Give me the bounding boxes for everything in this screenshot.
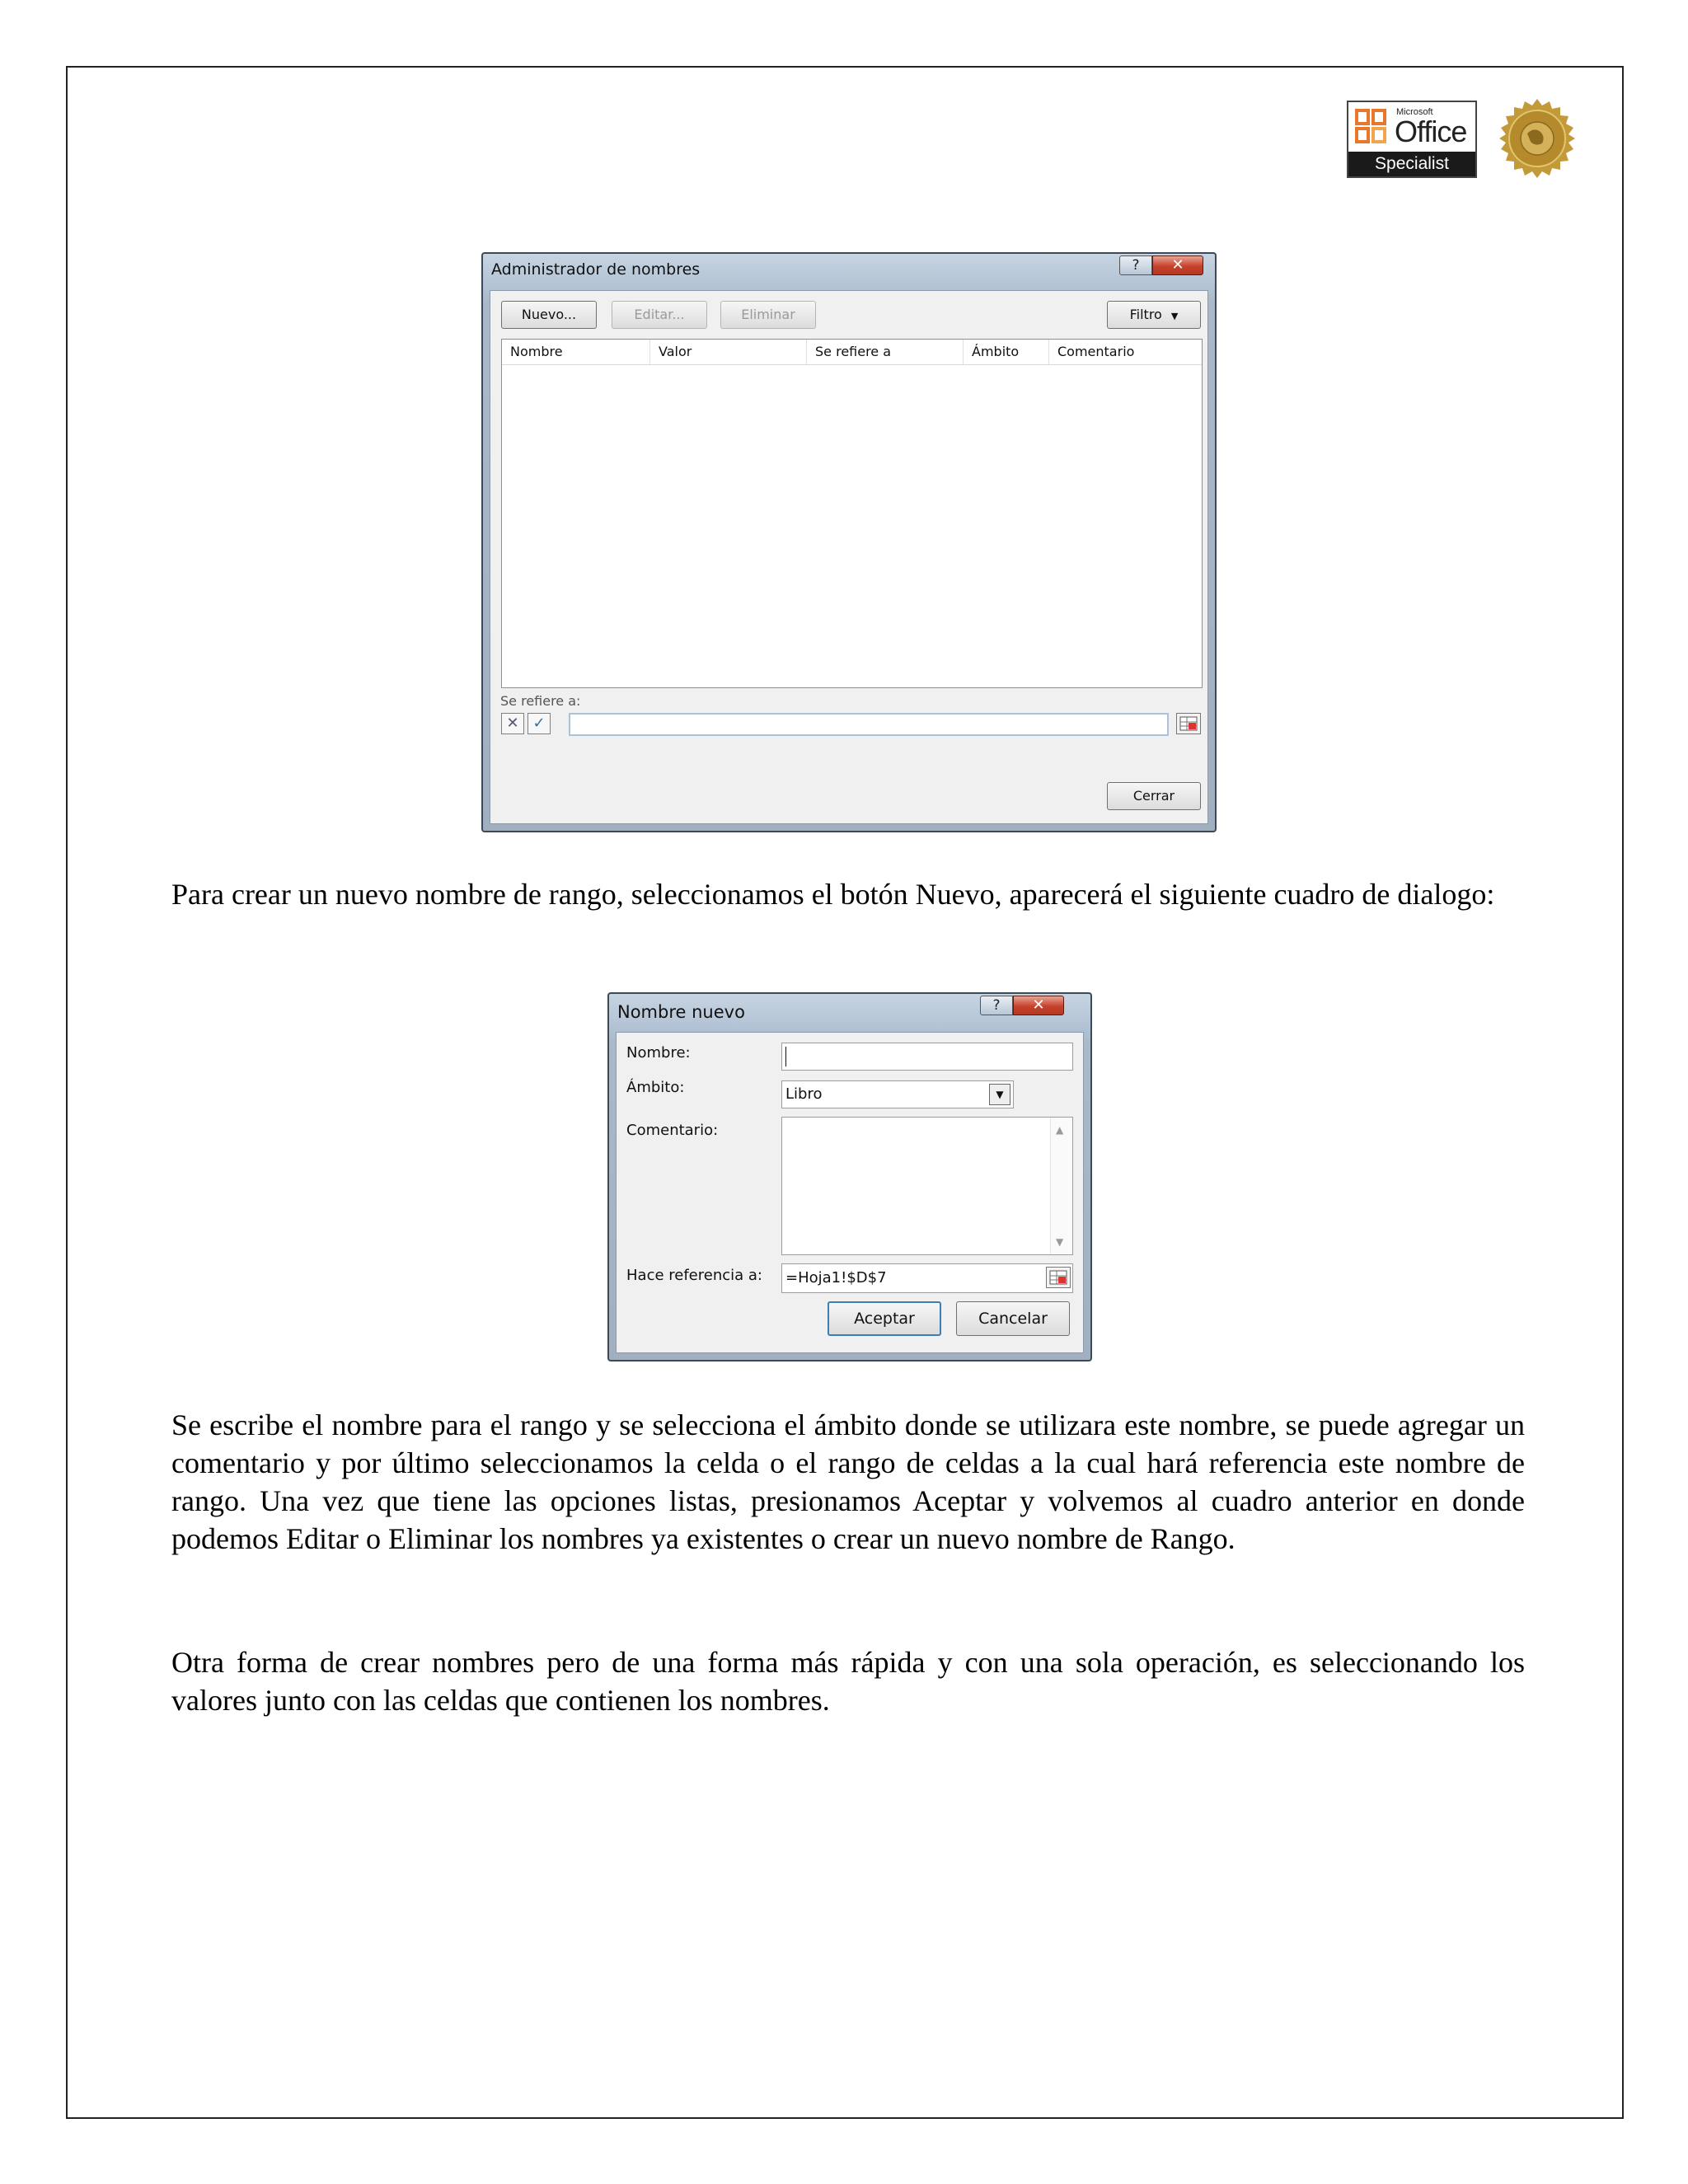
scope-label: Ámbito: <box>626 1079 685 1096</box>
help-button[interactable]: ? <box>1119 255 1152 275</box>
paragraph-intro: Para crear un nuevo nombre de rango, seleccionamos el botón Nuevo, aparecerá el siguiente cuadro de dialogo: <box>171 878 1495 911</box>
logo-microsoft-text: Microsoft <box>1396 107 1433 117</box>
new-button[interactable]: Nuevo... <box>501 301 597 329</box>
refers-to-value: =Hoja1!$D$7 <box>785 1269 887 1286</box>
name-manager-dialog <box>481 252 1217 832</box>
refers-to-label: Hace referencia a: <box>626 1267 762 1284</box>
close-button[interactable]: Cerrar <box>1107 782 1201 810</box>
name-input[interactable] <box>781 1043 1073 1071</box>
cancel-button[interactable]: Cancelar <box>956 1301 1070 1336</box>
caption-buttons <box>1119 255 1203 275</box>
delete-button[interactable]: Eliminar <box>720 301 816 329</box>
filter-button[interactable] <box>1107 301 1201 329</box>
logo-office-text: Office <box>1395 115 1467 148</box>
refers-to-input[interactable] <box>781 1263 1073 1293</box>
column-header-value[interactable]: Valor <box>650 340 807 364</box>
column-header-scope[interactable]: Ámbito <box>964 340 1049 364</box>
dialog-client-area <box>616 1032 1084 1353</box>
help-button[interactable]: ? <box>980 996 1013 1015</box>
logo-specialist-text: Specialist <box>1348 152 1475 176</box>
new-name-dialog <box>607 992 1092 1361</box>
dropdown-arrow-icon: ▼ <box>1170 311 1179 321</box>
dialog-title: Administrador de nombres <box>491 260 701 279</box>
caption-buttons <box>980 996 1064 1015</box>
column-header-refers-to[interactable]: Se refiere a <box>807 340 964 364</box>
dialog-title: Nombre nuevo <box>617 1002 745 1022</box>
column-header-name[interactable]: Nombre <box>502 340 650 364</box>
comment-textarea[interactable] <box>781 1117 1073 1255</box>
confirm-edit-icon[interactable]: ✓ <box>528 713 551 734</box>
dropdown-arrow-icon[interactable]: ▼ <box>989 1084 1010 1105</box>
column-header-comment[interactable]: Comentario <box>1057 344 1135 359</box>
paragraph-explanation: Se escribe el nombre para el rango y se selecciona el ámbito donde se utilizara este nombre, se puede agregar un comentario y por último seleccionamos la celda o el rango de celdas a la cual hará referencia este nombre de rango. Una vez que tiene las opciones listas, presionamos Aceptar y volvemos al cuadro anterior en donde podemos Editar o Eliminar los nombres ya existentes o crear un nuevo nombre de Rango. <box>171 1408 1525 1555</box>
name-label: Nombre: <box>626 1044 691 1062</box>
text-cursor <box>785 1047 786 1066</box>
range-select-icon[interactable] <box>1046 1267 1071 1288</box>
certification-seal-icon <box>1496 97 1578 180</box>
scope-value: Libro <box>785 1085 823 1103</box>
scrollbar[interactable] <box>1050 1118 1072 1254</box>
refers-to-label: Se refiere a: <box>500 693 581 709</box>
edit-button[interactable]: Editar... <box>612 301 707 329</box>
range-select-icon[interactable] <box>1176 713 1201 734</box>
names-list[interactable] <box>501 339 1203 688</box>
refers-to-input[interactable] <box>569 713 1169 736</box>
close-window-button[interactable]: ✕ <box>1013 996 1064 1015</box>
comment-label: Comentario: <box>626 1122 719 1139</box>
office-specialist-logo <box>1347 101 1477 178</box>
close-window-button[interactable]: ✕ <box>1152 255 1203 275</box>
filter-button-label: Filtro <box>1129 307 1162 322</box>
office-logo-icon <box>1355 109 1390 147</box>
cancel-edit-icon[interactable]: ✕ <box>501 713 524 734</box>
list-header-divider <box>502 364 1202 365</box>
dialog-client-area <box>490 290 1208 824</box>
scroll-up-icon[interactable]: ▲ <box>1056 1124 1064 1136</box>
scope-select[interactable] <box>781 1080 1014 1108</box>
accept-button[interactable]: Aceptar <box>828 1301 941 1336</box>
scroll-down-icon[interactable]: ▼ <box>1056 1236 1064 1248</box>
paragraph-alternative: Otra forma de crear nombres pero de una forma más rápida y con una sola operación, es seleccionando los valores junto con las celdas que contienen los nombres. <box>171 1646 1525 1717</box>
